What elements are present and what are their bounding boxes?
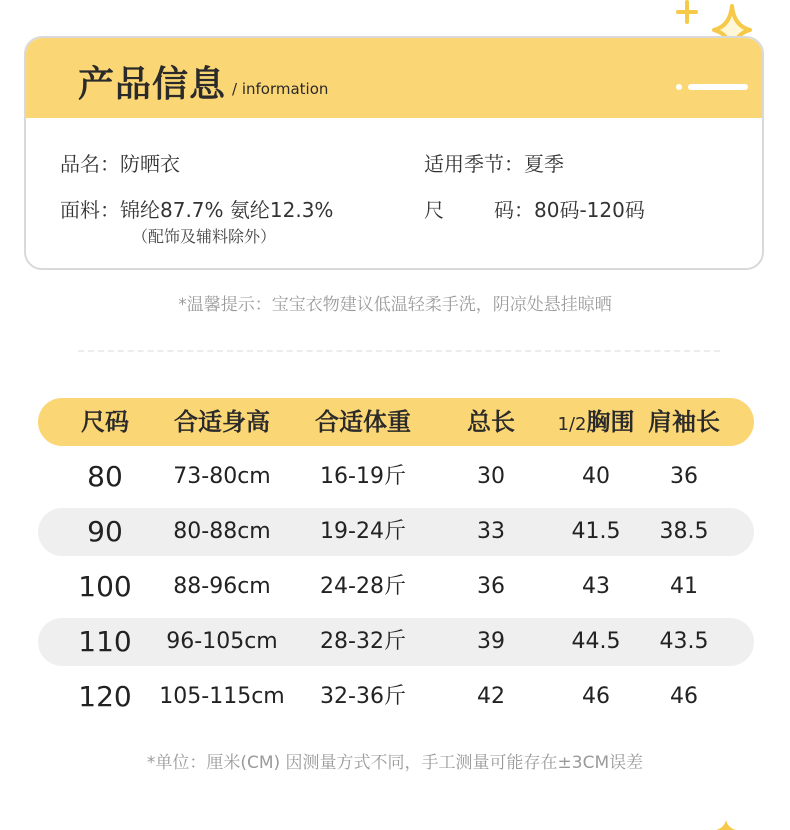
cell-sleeve: 41	[670, 574, 698, 599]
cell-weight: 16-19斤	[320, 464, 406, 489]
table-row	[38, 508, 754, 556]
size-table-header	[38, 398, 754, 446]
size-range-row	[424, 194, 645, 223]
wash-tip: *温馨提示：宝宝衣物建议低温轻柔手洗，阴凉处悬挂晾晒	[178, 295, 612, 315]
season-row	[424, 148, 564, 177]
fabric-row	[60, 194, 333, 223]
header-chest-prefix: 1/2	[557, 414, 587, 435]
size-range-value: 80码-120码	[534, 198, 645, 222]
product-info-title: 产品信息	[78, 64, 227, 105]
cell-weight: 24-28斤	[320, 574, 406, 599]
measure-tip: *单位：厘米(CM) 因测量方式不同，手工测量可能存在±3CM误差	[146, 753, 644, 773]
cell-size: 100	[78, 570, 132, 603]
product-name-value: 防晒衣	[120, 152, 180, 176]
cell-sleeve: 36	[670, 464, 698, 489]
cell-size: 80	[87, 460, 123, 493]
size-range-label-a: 尺	[424, 198, 444, 222]
fabric-label: 面料：	[60, 198, 120, 222]
product-name-label: 品名：	[60, 152, 120, 176]
cell-size: 110	[78, 625, 132, 658]
cell-length: 36	[477, 574, 505, 599]
cell-height: 88-96cm	[173, 574, 271, 599]
cell-length: 39	[477, 629, 505, 654]
header-chest	[558, 398, 635, 446]
cell-size: 90	[87, 515, 123, 548]
table-row	[38, 453, 754, 501]
header-line-decoration	[688, 84, 748, 90]
cell-chest: 43	[582, 574, 610, 599]
season-label: 适用季节：	[424, 152, 524, 176]
product-info-subtitle: / information	[232, 80, 329, 98]
table-row	[38, 618, 754, 666]
header-sleeve: 肩袖长	[648, 408, 720, 436]
header-weight: 合适体重	[315, 408, 411, 436]
cell-weight: 32-36斤	[320, 684, 406, 709]
cell-sleeve: 46	[670, 684, 698, 709]
cell-chest: 46	[582, 684, 610, 709]
header-length: 总长	[467, 408, 515, 436]
cell-length: 30	[477, 464, 505, 489]
cell-height: 96-105cm	[166, 629, 278, 654]
cell-chest: 40	[582, 464, 610, 489]
product-info-card	[24, 36, 764, 270]
cross-sparkle-icon	[706, 816, 746, 830]
cell-chest: 41.5	[571, 519, 621, 544]
cell-chest: 44.5	[571, 629, 621, 654]
size-table	[38, 398, 754, 721]
header-size: 尺码	[81, 408, 129, 436]
cell-height: 80-88cm	[173, 519, 271, 544]
cell-height: 105-115cm	[159, 684, 285, 709]
product-name-row	[60, 148, 180, 177]
table-row	[38, 673, 754, 721]
cell-sleeve: 38.5	[659, 519, 709, 544]
table-row	[38, 563, 754, 611]
cell-height: 73-80cm	[173, 464, 271, 489]
cell-size: 120	[78, 680, 132, 713]
cell-weight: 28-32斤	[320, 629, 406, 654]
size-range-label-b: 码：	[494, 198, 534, 222]
fabric-note: （配饰及辅料除外）	[132, 227, 277, 246]
header-dot-decoration	[676, 84, 682, 90]
cell-length: 42	[477, 684, 505, 709]
fabric-value: 锦纶87.7% 氨纶12.3%	[120, 198, 334, 222]
season-value: 夏季	[524, 152, 564, 176]
cell-sleeve: 43.5	[659, 629, 709, 654]
product-info-header	[26, 38, 762, 118]
cell-weight: 19-24斤	[320, 519, 406, 544]
header-height: 合适身高	[174, 408, 270, 436]
cell-length: 33	[477, 519, 505, 544]
dashed-divider	[78, 350, 720, 352]
header-chest-label: 胸围	[586, 408, 635, 436]
